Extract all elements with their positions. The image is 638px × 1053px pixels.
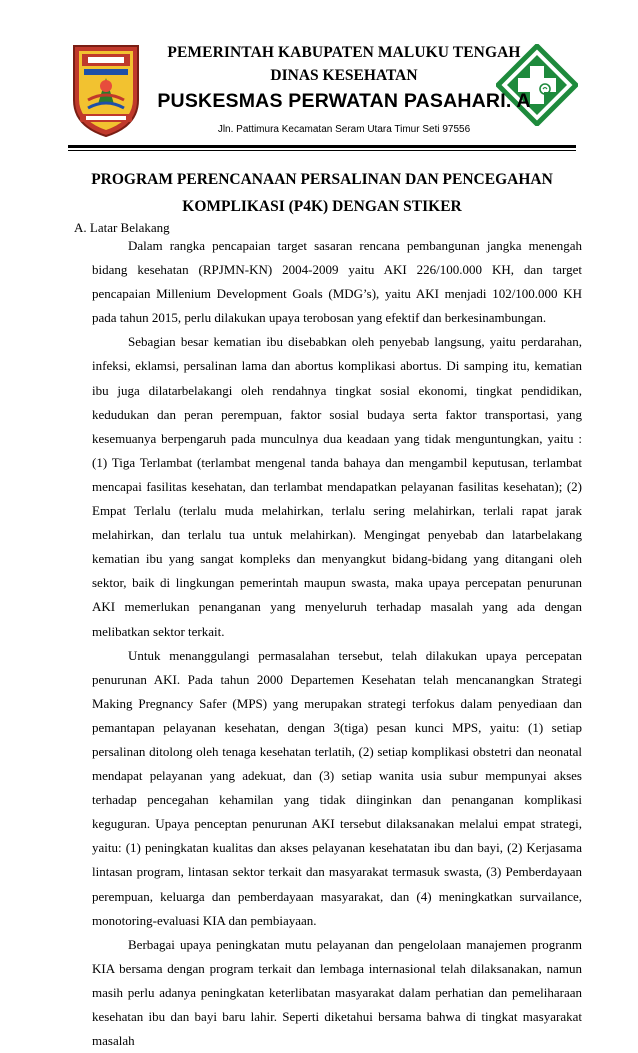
section-heading: A. Latar Belakang xyxy=(74,220,170,235)
institution-address: Jln. Pattimura Kecamatan Seram Utara Timur Seti 97556 xyxy=(217,124,471,135)
paragraph: Dalam rangka pencapaian target sasaran rencana pembangunan jangka menengah bidang kesehatan (RPJMN-KN) 2004-2009 yaitu AKI 226/100.000 KH, dan target pencapaian Millenium Development Goals (MDG’s), yaitu AKI menjadi 102/100.000 KH pada tahun 2015, perlu dilakukan upaya terobosan yang efektif dan berkesinambungan. xyxy=(92,238,582,326)
letterhead-divider-thick xyxy=(68,145,576,148)
letterhead-divider-thin xyxy=(68,150,576,151)
institution-name: PUSKESMAS PERWATAN PASAHARI. A xyxy=(157,90,531,112)
paragraph: Berbagai upaya peningkatan mutu pelayanan dan pengelolaan manajemen progranm KIA bersama dengan program terkait dan lembaga internasional telah dilaksanakan, namun masih perlu adanya peningkatan keterlibatan masyarakat dalam perhatian dan pemeliharaan kesehatan ibu dan bayi baru lahir. Seperti diketahui bersama bahwa di tingkat masyarakat masalah xyxy=(92,936,582,1049)
department-name: DINAS KESEHATAN xyxy=(270,67,418,84)
document-title xyxy=(68,166,576,220)
document-title-line-2: KOMPLIKASI (P4K) DENGAN STIKER xyxy=(182,198,462,215)
paragraph: Untuk menanggulangi permasalahan tersebut, telah dilakukan upaya percepatan penurunan AKI. Pada tahun 2000 Departemen Kesehatan telah mencanangkan Strategi Making Pregnancy Safer (MPS) yang merupakan strategi terfokus dalam penyediaan dan pemantapan pelayanan kesehatan, dengan 3(tiga) pesan kunci MPS, yaitu: (1) setiap persalinan ditolong oleh tenaga kesehatan terlatih, (2) setiap komplikasi obstetri dan neonatal mendapat pelayanan yang adekuat, dan (3) setiap wanita usia subur mempunyai akses terhadap pencegahan kehamilan yang tidak diinginkan dan penanganan komplikasi keguguran. Upaya penceptan penurunan AKI tersebut dilaksanakan melalui empat strategi, yaitu: (1) peningkatan kualitas dan akses pelayanan kesehatatan ibu dan bayi, (2) Kerjasama lintasan program, lintasan sektor terkait dan masyarakat termasuk swasta, (3) Pemberdayaan perempuan, keluarga dan pemberdayaan masyarakat, dan (4) meningkatkan survailance, monotoring-evaluasi KIA dan pembiayaan. xyxy=(92,647,582,928)
document-title-line-1: PROGRAM PERENCANAAN PERSALINAN DAN PENCEGAHAN xyxy=(91,171,553,188)
regency-crest-icon xyxy=(68,42,144,138)
government-name: PEMERINTAH KABUPATEN MALUKU TENGAH xyxy=(167,44,521,61)
body-text xyxy=(92,234,582,1053)
letterhead xyxy=(0,0,638,160)
paragraph: Sebagian besar kematian ibu disebabkan oleh penyebab langsung, yaitu perdarahan, infeksi, eklamsi, persalinan lama dan abortus komplikasi abortus. Di samping itu, kematian ibu juga dilatarbelakangi oleh rendahnya tingkat sosial ekonomi, tingkat pendidikan, kedudukan dan peran perempuan, faktor sosial budaya serta faktor transportasi, yang kesemuanya berpengaruh pada munculnya dua keadaan yang tidak menguntungkan, yaitu : (1) Tiga Terlambat (terlambat mengenal tanda bahaya dan mengambil keputusan, terlambat mencapai fasilitas kesehatan, dan terlambat mendapatkan pelayanan fasilitas kesehatan); (2) Empat Terlalu (terlalu muda melahirkan, terlalu sering melahirkan, terlali rapat jarak melahirkan, dan terlalu tua untuk melahirkan). Mengingat penyebab dan latarbelakang kematian ibu yang sangat kompleks dan menyangkut bidang-bidang yang ditangani oleh sektor, baik di lingkungan pemerintah maupun swasta, maka upaya percepatan penurunan AKI memerlukan penanganan yang menyeluruh terhadap masalah yang ada dengan melibatkan sektor terkait. xyxy=(92,334,582,639)
